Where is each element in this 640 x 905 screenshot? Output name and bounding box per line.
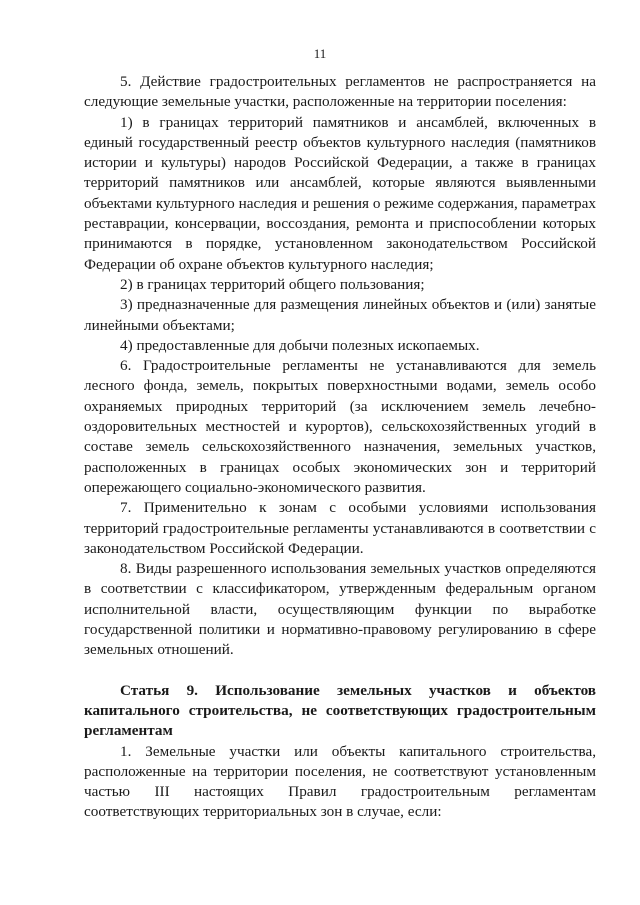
article-9-heading: Статья 9. Использование земельных участков и объектов капитального строительства, не соответствующих градостроительным регламентам bbox=[84, 681, 596, 740]
paragraph-5-item-1: 1) в границах территорий памятников и ансамблей, включенных в единый государственный реестр объектов культурного наследия (памятников истории и культуры) народов Российской Федерации, а также в границах территорий памятников или ансамблей, которые являются выявленными объектами культурного наследия и решения о режиме содержания, параметрах реставрации, консервации, воссоздания, ремонта и приспособлении которых принимаются в порядке, установленном законодательством Российской Федерации об охране объектов культурного наследия; bbox=[84, 113, 596, 273]
page-number: 11 bbox=[313, 46, 327, 61]
paragraph-5-item-2: 2) в границах территорий общего пользования; bbox=[120, 275, 425, 293]
article-9-paragraph-1: 1. Земельные участки или объекты капитального строительства, расположенные на территории поселения, не соответствуют установленным частью III настоящих Правил градостроительным регламентам соответствующих территориальных зон в случае, если: bbox=[84, 742, 596, 821]
paragraph-5: 5. Действие градостроительных регламентов не распространяется на следующие земельные участки, расположенные на территории поселения: bbox=[84, 73, 596, 111]
paragraph-5-item-4: 4) предоставленные для добычи полезных ископаемых. bbox=[120, 336, 480, 354]
paragraph-6: 6. Градостроительные регламенты не устанавливаются для земель лесного фонда, земель, покрытых поверхностными водами, земель особо охраняемых природных территорий (за исключением земель лечебно-оздоровительных местностей и курортов), сельскохозяйственных угодий в составе земель сельскохозяйственного назначения, земельных участков, расположенных в границах особых экономических зон и территорий опережающего социально-экономического развития. bbox=[84, 357, 596, 496]
paragraph-8: 8. Виды разрешенного использования земельных участков определяются в соответствии с классификатором, утвержденным федеральным органом исполнительной власти, осуществляющим функции по выработке государственной политики и нормативно-правовому регулированию в сфере земельных отношений. bbox=[84, 560, 596, 659]
paragraph-5-item-3: 3) предназначенные для размещения линейных объектов и (или) занятые линейными объектами; bbox=[84, 296, 596, 334]
paragraph-7: 7. Применительно к зонам с особыми условиями использования территорий градостроительные регламенты устанавливаются в соответствии с законодательством Российской Федерации. bbox=[84, 499, 596, 557]
document-body bbox=[84, 72, 596, 823]
